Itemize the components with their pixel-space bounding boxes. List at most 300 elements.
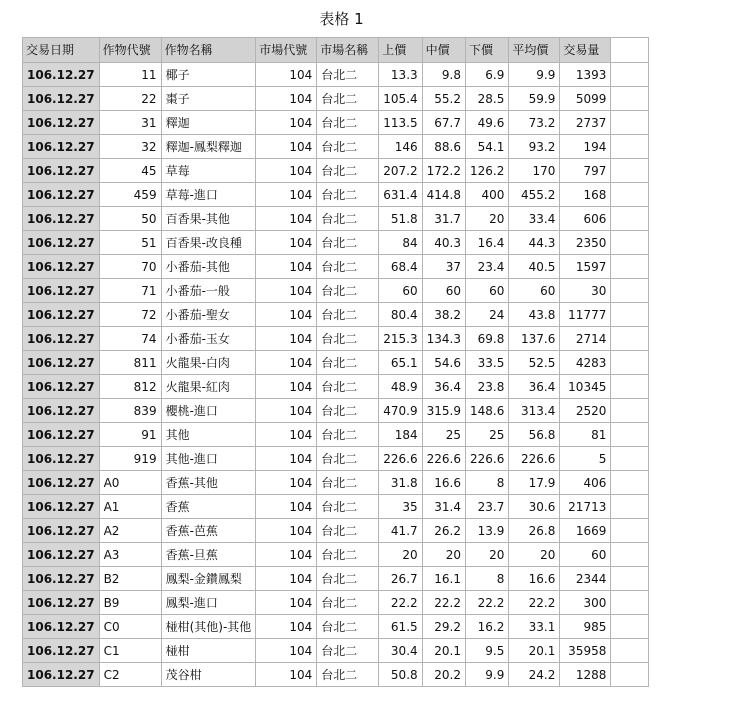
cell-market-name: 台北二 <box>317 423 379 447</box>
cell-market-code: 104 <box>256 303 317 327</box>
table-row <box>23 615 649 639</box>
cell-trade-date: 106.12.27 <box>23 255 100 279</box>
cell-empty <box>611 255 649 279</box>
cell-upper-price: 20 <box>379 543 422 567</box>
cell-middle-price: 16.1 <box>422 567 465 591</box>
cell-crop-code: C1 <box>99 639 161 663</box>
cell-empty <box>611 375 649 399</box>
cell-market-name: 台北二 <box>317 663 379 687</box>
cell-upper-price: 41.7 <box>379 519 422 543</box>
cell-trade-date: 106.12.27 <box>23 663 100 687</box>
cell-trade-volume: 5099 <box>560 87 611 111</box>
table-row <box>23 519 649 543</box>
cell-average-price: 44.3 <box>509 231 560 255</box>
cell-middle-price: 55.2 <box>422 87 465 111</box>
cell-trade-volume: 1669 <box>560 519 611 543</box>
cell-empty <box>611 87 649 111</box>
cell-market-code: 104 <box>256 279 317 303</box>
cell-market-code: 104 <box>256 159 317 183</box>
cell-market-code: 104 <box>256 183 317 207</box>
cell-middle-price: 20.1 <box>422 639 465 663</box>
cell-upper-price: 113.5 <box>379 111 422 135</box>
cell-average-price: 20 <box>509 543 560 567</box>
cell-market-name: 台北二 <box>317 519 379 543</box>
cell-market-code: 104 <box>256 87 317 111</box>
cell-empty <box>611 519 649 543</box>
cell-empty <box>611 543 649 567</box>
cell-middle-price: 88.6 <box>422 135 465 159</box>
cell-market-name: 台北二 <box>317 447 379 471</box>
cell-market-code: 104 <box>256 423 317 447</box>
cell-trade-date: 106.12.27 <box>23 231 100 255</box>
cell-trade-date: 106.12.27 <box>23 495 100 519</box>
cell-trade-date: 106.12.27 <box>23 591 100 615</box>
cell-middle-price: 54.6 <box>422 351 465 375</box>
cell-average-price: 313.4 <box>509 399 560 423</box>
cell-trade-date: 106.12.27 <box>23 567 100 591</box>
cell-middle-price: 172.2 <box>422 159 465 183</box>
cell-crop-name: 香蕉 <box>161 495 256 519</box>
cell-market-code: 104 <box>256 495 317 519</box>
cell-trade-date: 106.12.27 <box>23 279 100 303</box>
cell-lower-price: 54.1 <box>466 135 509 159</box>
cell-crop-code: 31 <box>99 111 161 135</box>
cell-middle-price: 67.7 <box>422 111 465 135</box>
cell-lower-price: 49.6 <box>466 111 509 135</box>
cell-crop-name: 香蕉-其他 <box>161 471 256 495</box>
cell-empty <box>611 471 649 495</box>
cell-empty <box>611 207 649 231</box>
cell-middle-price: 29.2 <box>422 615 465 639</box>
cell-trade-volume: 4283 <box>560 351 611 375</box>
cell-market-code: 104 <box>256 207 317 231</box>
cell-upper-price: 207.2 <box>379 159 422 183</box>
cell-trade-volume: 606 <box>560 207 611 231</box>
cell-market-name: 台北二 <box>317 351 379 375</box>
cell-lower-price: 69.8 <box>466 327 509 351</box>
cell-lower-price: 23.7 <box>466 495 509 519</box>
cell-crop-code: 839 <box>99 399 161 423</box>
cell-crop-code: 32 <box>99 135 161 159</box>
cell-crop-name: 椪柑 <box>161 639 256 663</box>
cell-upper-price: 84 <box>379 231 422 255</box>
table-row <box>23 567 649 591</box>
cell-lower-price: 6.9 <box>466 63 509 87</box>
cell-trade-volume: 2344 <box>560 567 611 591</box>
cell-middle-price: 37 <box>422 255 465 279</box>
cell-average-price: 56.8 <box>509 423 560 447</box>
table-row <box>23 327 649 351</box>
cell-market-code: 104 <box>256 399 317 423</box>
cell-market-name: 台北二 <box>317 303 379 327</box>
cell-upper-price: 50.8 <box>379 663 422 687</box>
header-crop-code: 作物代號 <box>99 38 161 63</box>
cell-crop-name: 小番茄-一般 <box>161 279 256 303</box>
header-upper-price: 上價 <box>379 38 422 63</box>
cell-trade-volume: 30 <box>560 279 611 303</box>
cell-middle-price: 31.4 <box>422 495 465 519</box>
cell-market-name: 台北二 <box>317 639 379 663</box>
cell-market-code: 104 <box>256 639 317 663</box>
cell-trade-date: 106.12.27 <box>23 399 100 423</box>
cell-trade-date: 106.12.27 <box>23 519 100 543</box>
cell-market-name: 台北二 <box>317 495 379 519</box>
cell-average-price: 16.6 <box>509 567 560 591</box>
cell-crop-code: 51 <box>99 231 161 255</box>
cell-average-price: 33.1 <box>509 615 560 639</box>
cell-crop-name: 草莓 <box>161 159 256 183</box>
cell-empty <box>611 447 649 471</box>
cell-empty <box>611 663 649 687</box>
cell-trade-date: 106.12.27 <box>23 87 100 111</box>
cell-trade-volume: 81 <box>560 423 611 447</box>
cell-crop-code: 22 <box>99 87 161 111</box>
cell-upper-price: 48.9 <box>379 375 422 399</box>
cell-trade-volume: 194 <box>560 135 611 159</box>
cell-upper-price: 35 <box>379 495 422 519</box>
cell-average-price: 26.8 <box>509 519 560 543</box>
cell-crop-code: A1 <box>99 495 161 519</box>
table-row <box>23 87 649 111</box>
cell-trade-date: 106.12.27 <box>23 303 100 327</box>
cell-trade-volume: 21713 <box>560 495 611 519</box>
cell-middle-price: 36.4 <box>422 375 465 399</box>
cell-trade-volume: 2737 <box>560 111 611 135</box>
cell-average-price: 30.6 <box>509 495 560 519</box>
cell-trade-volume: 1288 <box>560 663 611 687</box>
cell-empty <box>611 327 649 351</box>
cell-market-code: 104 <box>256 615 317 639</box>
cell-trade-date: 106.12.27 <box>23 207 100 231</box>
cell-market-code: 104 <box>256 351 317 375</box>
cell-upper-price: 68.4 <box>379 255 422 279</box>
cell-average-price: 33.4 <box>509 207 560 231</box>
header-trade-volume: 交易量 <box>560 38 611 63</box>
cell-market-name: 台北二 <box>317 63 379 87</box>
cell-lower-price: 16.2 <box>466 615 509 639</box>
cell-crop-name: 百香果-其他 <box>161 207 256 231</box>
cell-middle-price: 134.3 <box>422 327 465 351</box>
cell-crop-name: 其他-進口 <box>161 447 256 471</box>
cell-crop-code: C0 <box>99 615 161 639</box>
cell-crop-code: 919 <box>99 447 161 471</box>
cell-upper-price: 13.3 <box>379 63 422 87</box>
cell-lower-price: 13.9 <box>466 519 509 543</box>
cell-lower-price: 126.2 <box>466 159 509 183</box>
cell-trade-date: 106.12.27 <box>23 351 100 375</box>
cell-crop-name: 香蕉-芭蕉 <box>161 519 256 543</box>
cell-empty <box>611 351 649 375</box>
cell-crop-name: 火龍果-白肉 <box>161 351 256 375</box>
cell-upper-price: 105.4 <box>379 87 422 111</box>
cell-crop-name: 其他 <box>161 423 256 447</box>
table-row <box>23 591 649 615</box>
cell-market-code: 104 <box>256 519 317 543</box>
header-row <box>23 38 649 63</box>
cell-crop-name: 百香果-改良種 <box>161 231 256 255</box>
cell-average-price: 9.9 <box>509 63 560 87</box>
cell-market-name: 台北二 <box>317 375 379 399</box>
cell-empty <box>611 135 649 159</box>
cell-crop-name: 椰子 <box>161 63 256 87</box>
cell-trade-volume: 2350 <box>560 231 611 255</box>
cell-upper-price: 215.3 <box>379 327 422 351</box>
cell-market-code: 104 <box>256 447 317 471</box>
table-row <box>23 159 649 183</box>
cell-trade-volume: 168 <box>560 183 611 207</box>
cell-lower-price: 23.4 <box>466 255 509 279</box>
table-row <box>23 111 649 135</box>
cell-upper-price: 65.1 <box>379 351 422 375</box>
cell-crop-code: 74 <box>99 327 161 351</box>
cell-trade-volume: 10345 <box>560 375 611 399</box>
table-row <box>23 447 649 471</box>
cell-average-price: 17.9 <box>509 471 560 495</box>
cell-crop-name: 小番茄-玉女 <box>161 327 256 351</box>
cell-crop-name: 鳳梨-進口 <box>161 591 256 615</box>
cell-market-code: 104 <box>256 63 317 87</box>
table-row <box>23 279 649 303</box>
cell-trade-volume: 1597 <box>560 255 611 279</box>
cell-crop-code: 459 <box>99 183 161 207</box>
cell-empty <box>611 591 649 615</box>
cell-average-price: 36.4 <box>509 375 560 399</box>
cell-middle-price: 226.6 <box>422 447 465 471</box>
cell-market-name: 台北二 <box>317 231 379 255</box>
table-row <box>23 375 649 399</box>
table-row <box>23 303 649 327</box>
cell-crop-code: 71 <box>99 279 161 303</box>
cell-middle-price: 38.2 <box>422 303 465 327</box>
cell-trade-date: 106.12.27 <box>23 543 100 567</box>
cell-crop-code: C2 <box>99 663 161 687</box>
cell-trade-date: 106.12.27 <box>23 447 100 471</box>
cell-middle-price: 20 <box>422 543 465 567</box>
cell-market-name: 台北二 <box>317 111 379 135</box>
cell-market-name: 台北二 <box>317 207 379 231</box>
table-row <box>23 471 649 495</box>
table-row <box>23 183 649 207</box>
cell-trade-date: 106.12.27 <box>23 471 100 495</box>
header-middle-price: 中價 <box>422 38 465 63</box>
cell-market-name: 台北二 <box>317 399 379 423</box>
table-row <box>23 207 649 231</box>
cell-empty <box>611 183 649 207</box>
table-row <box>23 255 649 279</box>
cell-crop-code: A0 <box>99 471 161 495</box>
cell-empty <box>611 63 649 87</box>
cell-market-name: 台北二 <box>317 255 379 279</box>
cell-crop-code: 91 <box>99 423 161 447</box>
cell-average-price: 455.2 <box>509 183 560 207</box>
cell-trade-date: 106.12.27 <box>23 639 100 663</box>
cell-empty <box>611 495 649 519</box>
cell-market-name: 台北二 <box>317 591 379 615</box>
cell-market-name: 台北二 <box>317 159 379 183</box>
cell-average-price: 73.2 <box>509 111 560 135</box>
cell-market-code: 104 <box>256 231 317 255</box>
cell-lower-price: 8 <box>466 567 509 591</box>
cell-lower-price: 33.5 <box>466 351 509 375</box>
cell-crop-code: 45 <box>99 159 161 183</box>
cell-trade-volume: 406 <box>560 471 611 495</box>
cell-crop-name: 鳳梨-金鑽鳳梨 <box>161 567 256 591</box>
header-empty-cell <box>611 38 649 63</box>
cell-empty <box>611 279 649 303</box>
cell-empty <box>611 423 649 447</box>
table-row <box>23 399 649 423</box>
cell-crop-name: 火龍果-紅肉 <box>161 375 256 399</box>
header-lower-price: 下價 <box>466 38 509 63</box>
cell-upper-price: 631.4 <box>379 183 422 207</box>
cell-crop-code: 70 <box>99 255 161 279</box>
cell-empty <box>611 567 649 591</box>
cell-trade-date: 106.12.27 <box>23 135 100 159</box>
cell-trade-date: 106.12.27 <box>23 423 100 447</box>
cell-middle-price: 20.2 <box>422 663 465 687</box>
cell-market-name: 台北二 <box>317 567 379 591</box>
cell-crop-name: 釋迦 <box>161 111 256 135</box>
header-market-code: 市場代號 <box>256 38 317 63</box>
cell-lower-price: 148.6 <box>466 399 509 423</box>
cell-market-code: 104 <box>256 663 317 687</box>
cell-market-name: 台北二 <box>317 279 379 303</box>
cell-crop-code: 50 <box>99 207 161 231</box>
cell-upper-price: 470.9 <box>379 399 422 423</box>
cell-upper-price: 61.5 <box>379 615 422 639</box>
cell-market-code: 104 <box>256 135 317 159</box>
table-row <box>23 231 649 255</box>
cell-trade-volume: 35958 <box>560 639 611 663</box>
cell-trade-date: 106.12.27 <box>23 111 100 135</box>
cell-market-name: 台北二 <box>317 135 379 159</box>
cell-trade-date: 106.12.27 <box>23 375 100 399</box>
cell-average-price: 22.2 <box>509 591 560 615</box>
cell-middle-price: 414.8 <box>422 183 465 207</box>
cell-average-price: 40.5 <box>509 255 560 279</box>
cell-lower-price: 20 <box>466 207 509 231</box>
cell-average-price: 52.5 <box>509 351 560 375</box>
cell-market-code: 104 <box>256 327 317 351</box>
table-row <box>23 351 649 375</box>
cell-market-code: 104 <box>256 471 317 495</box>
cell-crop-code: A3 <box>99 543 161 567</box>
cell-crop-name: 草莓-進口 <box>161 183 256 207</box>
cell-middle-price: 22.2 <box>422 591 465 615</box>
header-market-name: 市場名稱 <box>317 38 379 63</box>
cell-market-code: 104 <box>256 567 317 591</box>
cell-average-price: 59.9 <box>509 87 560 111</box>
cell-trade-date: 106.12.27 <box>23 63 100 87</box>
cell-lower-price: 24 <box>466 303 509 327</box>
table-row <box>23 663 649 687</box>
cell-lower-price: 60 <box>466 279 509 303</box>
cell-average-price: 20.1 <box>509 639 560 663</box>
table-body <box>23 63 649 687</box>
cell-trade-volume: 60 <box>560 543 611 567</box>
data-table <box>22 37 649 687</box>
cell-average-price: 93.2 <box>509 135 560 159</box>
cell-trade-volume: 2714 <box>560 327 611 351</box>
cell-average-price: 24.2 <box>509 663 560 687</box>
cell-upper-price: 184 <box>379 423 422 447</box>
cell-trade-volume: 985 <box>560 615 611 639</box>
cell-middle-price: 16.6 <box>422 471 465 495</box>
cell-market-name: 台北二 <box>317 543 379 567</box>
cell-empty <box>611 639 649 663</box>
cell-trade-volume: 1393 <box>560 63 611 87</box>
table-title: 表格 1 <box>319 10 364 28</box>
cell-average-price: 170 <box>509 159 560 183</box>
cell-market-code: 104 <box>256 255 317 279</box>
table-row <box>23 639 649 663</box>
cell-crop-code: 811 <box>99 351 161 375</box>
cell-trade-date: 106.12.27 <box>23 327 100 351</box>
cell-crop-code: 812 <box>99 375 161 399</box>
cell-market-code: 104 <box>256 375 317 399</box>
cell-market-name: 台北二 <box>317 327 379 351</box>
cell-middle-price: 315.9 <box>422 399 465 423</box>
cell-trade-date: 106.12.27 <box>23 615 100 639</box>
cell-empty <box>611 615 649 639</box>
cell-empty <box>611 111 649 135</box>
cell-upper-price: 60 <box>379 279 422 303</box>
cell-middle-price: 31.7 <box>422 207 465 231</box>
cell-crop-name: 椪柑(其他)-其他 <box>161 615 256 639</box>
cell-middle-price: 60 <box>422 279 465 303</box>
cell-upper-price: 22.2 <box>379 591 422 615</box>
cell-middle-price: 9.8 <box>422 63 465 87</box>
header-crop-name: 作物名稱 <box>161 38 256 63</box>
cell-market-code: 104 <box>256 543 317 567</box>
cell-market-code: 104 <box>256 111 317 135</box>
table-row <box>23 63 649 87</box>
cell-lower-price: 400 <box>466 183 509 207</box>
cell-average-price: 60 <box>509 279 560 303</box>
cell-lower-price: 8 <box>466 471 509 495</box>
cell-middle-price: 26.2 <box>422 519 465 543</box>
table-row <box>23 495 649 519</box>
cell-lower-price: 28.5 <box>466 87 509 111</box>
cell-lower-price: 9.5 <box>466 639 509 663</box>
cell-middle-price: 25 <box>422 423 465 447</box>
cell-upper-price: 146 <box>379 135 422 159</box>
cell-empty <box>611 399 649 423</box>
cell-upper-price: 80.4 <box>379 303 422 327</box>
cell-crop-name: 香蕉-旦蕉 <box>161 543 256 567</box>
table-row <box>23 423 649 447</box>
cell-empty <box>611 159 649 183</box>
cell-crop-name: 釋迦-鳳梨釋迦 <box>161 135 256 159</box>
cell-middle-price: 40.3 <box>422 231 465 255</box>
cell-crop-name: 茂谷柑 <box>161 663 256 687</box>
cell-lower-price: 16.4 <box>466 231 509 255</box>
cell-lower-price: 22.2 <box>466 591 509 615</box>
cell-market-name: 台北二 <box>317 471 379 495</box>
cell-lower-price: 20 <box>466 543 509 567</box>
cell-trade-date: 106.12.27 <box>23 159 100 183</box>
cell-lower-price: 25 <box>466 423 509 447</box>
cell-average-price: 137.6 <box>509 327 560 351</box>
cell-empty <box>611 303 649 327</box>
cell-crop-code: 11 <box>99 63 161 87</box>
cell-trade-volume: 300 <box>560 591 611 615</box>
cell-market-name: 台北二 <box>317 87 379 111</box>
cell-average-price: 226.6 <box>509 447 560 471</box>
table-row <box>23 543 649 567</box>
cell-market-name: 台北二 <box>317 615 379 639</box>
table-row <box>23 135 649 159</box>
